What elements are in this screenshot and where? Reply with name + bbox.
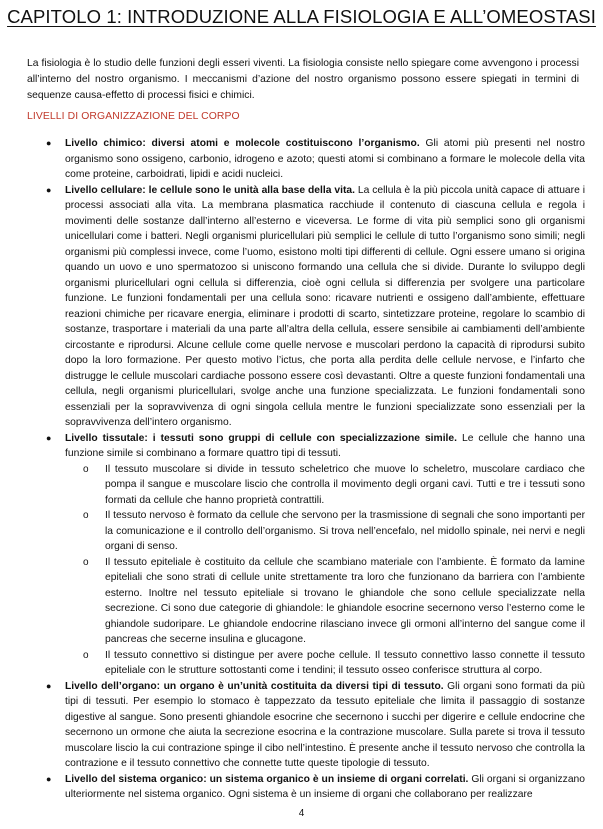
list-item-cellular-level [27,183,585,431]
sub-item-epithelial-tissue [65,555,585,648]
intro-paragraph: La fisiologia è lo studio delle funzioni degli esseri viventi. La fisiologia consiste nello spiegare come avvengono i processi all’interno del nostro organismo. I meccanismi d’azione del nostro organismo possono essere spiegati in termini di sequenze causa-effetto di processi fisici e chimici. [27,58,579,101]
list-item-text [65,679,585,772]
list-item-body: Gli atomi più presenti nel nostro organismo sono ossigeno, carbonio, idrogeno e azoto; questi atomi si combinano a formare le molecole della vita come proteine, carboidrati, lipidi e acidi nucleici. [65,138,585,180]
bullet-icon: ● [46,432,52,443]
levels-list [27,136,585,803]
list-item-chemical-level [27,136,585,183]
list-item-lead: Livello dell’organo: un organo è un’unità costituita da diversi tipi di tessuto. [65,680,444,692]
sub-item-nervous-tissue [65,508,585,555]
list-item-lead: Livello cellulare: le cellule sono le unità alla base della vita. [65,184,355,196]
list-item-tissue-level [27,431,585,679]
list-item-lead: Livello tissutale: i tessuti sono gruppi di cellule con specializzazione simile. [65,432,458,444]
sub-item-text: Il tessuto nervoso è formato da cellule che servono per la trasmissione di segnali che sono importanti per la comunicazione e il controllo dell’organismo. Si trova nell’encefalo, nel midollo spinale, nei nervi e negli organi di senso. [105,510,585,552]
circle-bullet-icon: o [83,510,89,521]
list-item-body: Gli organi si organizzano ulteriormente nel sistema organico. Ogni sistema è un insieme di organi che collaborano per realizzare [65,773,585,800]
list-item-organ-level [27,679,585,772]
circle-bullet-icon: o [83,649,89,661]
circle-bullet-icon: o [83,463,89,475]
list-item-text [65,431,585,462]
sub-item-text: Il tessuto connettivo si distingue per avere poche cellule. Il tessuto connettivo lasso connette il tessuto epiteliale con le strutture sottostanti come i tendini; il tessuto osseo conferisce struttura al corpo. [105,649,585,676]
list-item-body: La cellula è la più piccola unità capace di attuare i processi associati alla vita. La membrana plasmatica racchiude il contenuto di ciascuna cellula e regola i movimenti delle sostanze dall’interno all’esterno e viceversa. Le forme di vita più semplici sono gli organismi unicellulari come i batteri. Negli organismi pluricellulari più semplici le cellule di tutto l’organismo sono simili; negli organismi più complessi invece, come l’uomo, esistono molti tipi differenti di cellule. Ogni essere umano si origina quando un uovo e uno spermatozoo si uniscono formando una cellula che si divide. Durante lo sviluppo degli organismi pluricellulari ogni cellula si differenzia, cioè ogni cellula si differenzia per svolgere una particolare funzione. Le funzioni fondamentali per una cellula sono: ricavare nutrienti e ossigeno dall’ambiente, effettuare reazioni chimiche per ricavare energia, eliminare i prodotti di scarto, sintetizzare proteine, regolare lo scambio di sostanze, trasportare i materiali da una parte all’altra della cellula, essere sensibile ai cambiamenti dell’ambiente circostante e riprodursi. Alcune cellule come quelle nervose e muscolari perdono la capacità di riprodursi subito dopo la loro formazione. Per questo motivo l’ictus, che porta alla perdita delle cellule nervose, e l’infarto che distrugge le cellule muscolari cardiache possono essere così devastanti. Oltre a queste funzioni fondamentali una cellula, negli organismi pluricellulari, svolge anche una funzione specializzata. Le funzioni fondamentali sono essenziali per la sopravvivenza di ogni singola cellula mentre le funzioni specializzate sono essenziali per la sopravvivenza dell’intero organismo. [65,184,585,428]
list-item-body: Le cellule che hanno una funzione simile si combinano a formare quattro tipi di tessuti. [65,432,585,459]
sub-item-text: Il tessuto muscolare si divide in tessuto scheletrico che muove lo scheletro, muscolare cardiaco che pompa il sangue e muscolare liscio che controlla il movimento degli organi cavi. Tutti e tre i tessuti sono formati da cellule che hanno proprietà contrattili. [105,463,585,506]
bullet-icon: ● [46,184,52,195]
sub-item-connective-tissue [65,648,585,679]
bullet-icon: ● [46,138,52,148]
sub-item-text: Il tessuto epiteliale è costituito da cellule che scambiano materiale con l’ambiente. È formato da lamine epiteliali che sono strati di cellule unite strettamente tra loro che funzionano da barriera con l’ambiente esterno. Inoltre nel tessuto epiteliale si trovano le ghiandole che sono cellule specializzate nella secrezione. Ci sono due categorie di ghiandole: le ghiandole esocrine secernono verso l’esterno come le ghiandole sudoripare. Le ghiandole endocrine rilasciano invece gli ormoni all’interno del sangue come il pancreas che secerne insulina e glucagone. [105,556,585,645]
bullet-icon: ● [46,680,52,691]
list-item-text [65,136,585,183]
chapter-title: CAPITOLO 1: INTRODUZIONE ALLA FISIOLOGIA E ALL’OMEOSTASI [7,6,596,27]
list-item-body: Gli organi sono formati da più tipi di tessuti. Per esempio lo stomaco è tappezzato da tessuto epiteliale che limita il passaggio di sostanze digestive al sangue. Sono presenti ghiandole esocrine che secernono i succhi per digerire e cellule endocrine che secernono un ormone che aiuta la secrezione esocrina e la contrazione muscolare. Sulla parete si trova il tessuto muscolare liscio la cui contrazione spinge il cibo nell’intestino. È presente anche il tessuto nervoso che controlla la contrazione e il tessuto connettivo che connette tutte queste tipologie di tessuto. [65,680,585,769]
list-item-text [65,772,585,803]
list-item-lead: Livello del sistema organico: un sistema organico è un insieme di organi correlati. [65,773,469,785]
bullet-icon: ● [46,773,52,784]
sub-item-muscle-tissue [65,462,585,509]
circle-bullet-icon: o [83,556,89,568]
tissue-sublist [65,462,585,679]
list-item-lead: Livello chimico: diversi atomi e molecole costituiscono l’organismo. [65,138,420,149]
page-number: 4 [298,808,305,819]
section-heading: LIVELLI DI ORGANIZZAZIONE DEL CORPO [27,111,240,122]
list-item-organ-system-level [27,772,585,803]
list-item-text [65,183,585,431]
